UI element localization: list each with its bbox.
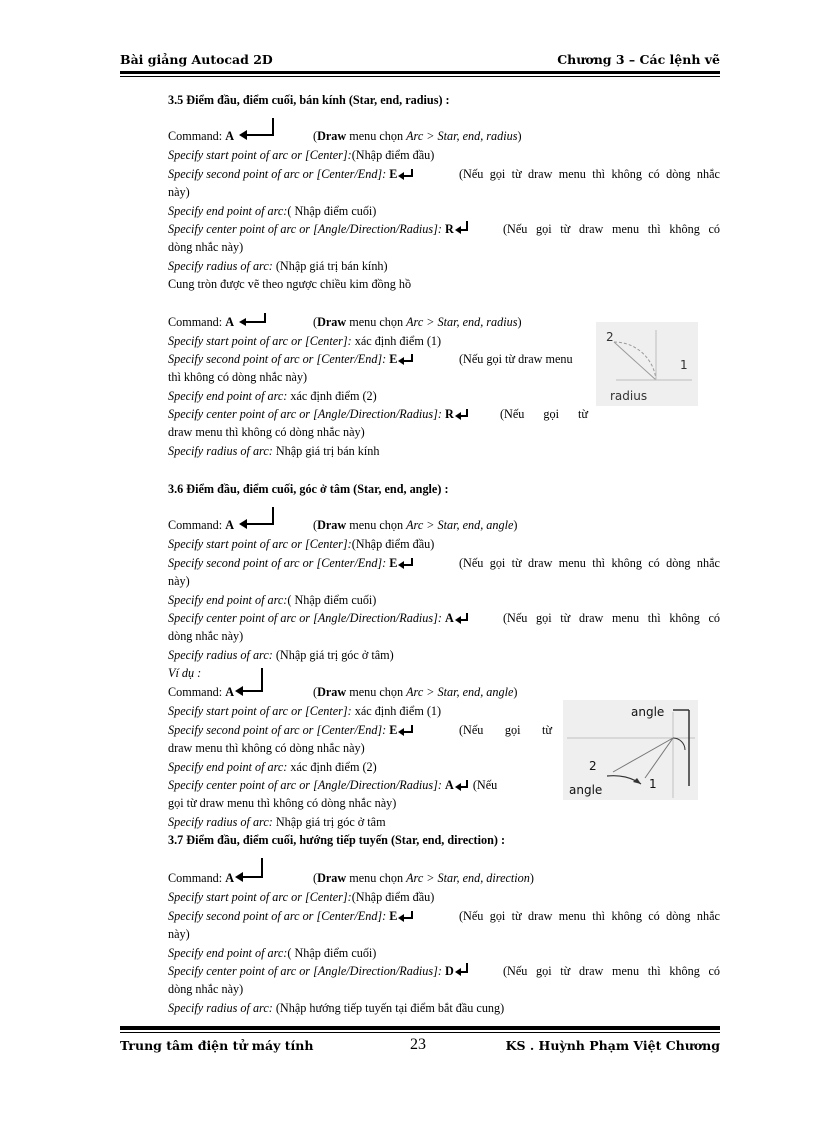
prompt-line: Specify center point of arc or [Angle/Direction/Radius]: R [168, 406, 470, 422]
prompt-note-cont: này) [168, 574, 190, 588]
point-2-label: 2 [589, 759, 597, 773]
prompt-note-cont: dòng nhắc này) [168, 240, 244, 254]
enter-key-icon [454, 963, 470, 977]
prompt-note-cont: gọi từ draw menu thì không có dòng nhắc này) [168, 796, 397, 810]
menu-hint: (Draw menu chọn Arc > Star, end, angle) [313, 518, 518, 532]
prompt-note-cont: này) [168, 927, 190, 941]
enter-key-icon [397, 169, 415, 181]
footer-rule [120, 1026, 720, 1030]
prompt-line: Specify start point of arc or [Center]:(Nhập điểm đầu) [168, 148, 435, 162]
footer-right: KS . Huỳnh Phạm Việt Chương [505, 1038, 720, 1053]
prompt-line: Specify second point of arc or [Center/End]: E [168, 166, 415, 182]
command-line: Command: A [168, 314, 269, 330]
prompt-line: Specify radius of arc: (Nhập giá trị bán kính) [168, 259, 388, 273]
section-title-3-5: 3.5 Điểm đầu, điểm cuối, bán kính (Star, end, radius) : [168, 93, 450, 107]
header-right: Chương 3 – Các lệnh vẽ [557, 52, 720, 67]
enter-key-icon [234, 858, 268, 884]
prompt-note: (Nếu gọi từ draw menu thì không có [503, 222, 720, 236]
enter-key-icon [454, 613, 470, 625]
enter-key-icon [237, 118, 277, 142]
enter-key-icon [397, 911, 415, 923]
menu-hint: (Draw menu chọn Arc > Star, end, radius) [313, 129, 522, 143]
enter-key-icon [397, 558, 415, 570]
section-title-3-7: 3.7 Điểm đầu, điểm cuối, hướng tiếp tuyến (Star, end, direction) : [168, 833, 506, 847]
prompt-line: Specify center point of arc or [Angle/Direction/Radius]: D [168, 963, 470, 979]
section-title-3-6: 3.6 Điểm đầu, điểm cuối, góc ở tâm (Star, end, angle) : [168, 482, 449, 496]
command-line: Command: A [168, 517, 277, 533]
radius-label: radius [610, 389, 648, 403]
prompt-line: Specify second point of arc or [Center/End]: E [168, 555, 415, 571]
prompt-note-cont: draw menu thì không có dòng nhắc này) [168, 741, 365, 755]
prompt-line: Specify second point of arc or [Center/End]: E [168, 908, 415, 924]
page-number: 23 [410, 1036, 426, 1053]
prompt-line: Specify start point of arc or [Center]:(Nhập điểm đầu) [168, 890, 435, 904]
body-text: Cung tròn được vẽ theo ngược chiều kim đồng hồ [168, 277, 412, 291]
footer-left: Trung tâm điện tử máy tính [120, 1038, 314, 1053]
enter-key-icon [237, 507, 277, 531]
page-footer [120, 1036, 720, 1056]
point-1-label: 1 [649, 777, 657, 791]
angle-label-top: angle [631, 705, 665, 719]
command-line: Command: A [168, 128, 277, 144]
prompt-note-cont: dòng nhắc này) [168, 982, 244, 996]
prompt-line: Specify radius of arc: (Nhập giá trị góc ở tâm) [168, 648, 394, 662]
angle-label-bottom: angle [569, 783, 603, 797]
prompt-note: (Nếu gọi từ [459, 723, 552, 737]
prompt-line: Specify second point of arc or [Center/End]: E [168, 351, 415, 367]
prompt-line: Specify radius of arc: Nhập giá trị góc ở tâm [168, 815, 386, 829]
prompt-line: Specify end point of arc: xác định điểm (2) [168, 760, 377, 774]
prompt-note-cont: draw menu thì không có dòng nhắc này) [168, 425, 365, 439]
prompt-line: Specify radius of arc: (Nhập hướng tiếp tuyến tại điểm bắt đầu cung) [168, 1001, 505, 1015]
prompt-line: Specify second point of arc or [Center/End]: E [168, 722, 415, 738]
prompt-line: Specify end point of arc:( Nhập điểm cuối) [168, 946, 377, 960]
prompt-line: Specify center point of arc or [Angle/Direction/Radius]: A [168, 610, 470, 626]
menu-hint: (Draw menu chọn Arc > Star, end, angle) [313, 685, 518, 699]
prompt-line: Specify end point of arc: xác định điểm (2) [168, 389, 377, 403]
command-line: Command: A [168, 870, 268, 886]
prompt-note: (Nếu gọi từ draw menu thì không có [503, 611, 720, 625]
arc-angle-figure [563, 700, 698, 800]
page-header [120, 52, 720, 70]
header-rule [120, 71, 720, 74]
prompt-line: Specify center point of arc or [Angle/Direction/Radius]: R [168, 221, 470, 237]
enter-key-icon [397, 725, 415, 737]
enter-key-icon [454, 780, 470, 792]
footer-rule-thin [120, 1032, 720, 1033]
enter-key-icon [237, 313, 269, 327]
menu-hint: (Draw menu chọn Arc > Star, end, direction) [313, 871, 534, 885]
prompt-note: (Nếu gọi từ draw menu thì không có dòng nhắc [459, 167, 720, 181]
prompt-line: Specify radius of arc: Nhập giá trị bán kính [168, 444, 380, 458]
prompt-note: (Nếu gọi từ draw menu thì không có dòng nhắc [459, 909, 720, 923]
enter-key-icon [397, 354, 415, 366]
header-left: Bài giảng Autocad 2D [120, 52, 273, 67]
menu-hint: (Draw menu chọn Arc > Star, end, radius) [313, 315, 522, 329]
prompt-note-cont: này) [168, 185, 190, 199]
prompt-line: Specify end point of arc:( Nhập điểm cuối) [168, 204, 377, 218]
point-2-label: 2 [606, 330, 614, 344]
prompt-note-cont: thì không có dòng nhắc này) [168, 370, 308, 384]
enter-key-icon [454, 409, 470, 421]
prompt-line: Specify start point of arc or [Center]:(Nhập điểm đầu) [168, 537, 435, 551]
arc-radius-figure [596, 322, 698, 406]
command-line: Command: A [168, 684, 268, 700]
prompt-note: (Nếu gọi từ draw menu [459, 352, 573, 366]
prompt-line: Specify start point of arc or [Center]: xác định điểm (1) [168, 334, 442, 348]
prompt-line: Specify start point of arc or [Center]: xác định điểm (1) [168, 704, 442, 718]
prompt-note: (Nếu gọi từ draw menu thì không có dòng nhắc [459, 556, 720, 570]
prompt-line: Specify end point of arc:( Nhập điểm cuối) [168, 593, 377, 607]
enter-key-icon [454, 221, 470, 235]
prompt-note-cont: dòng nhắc này) [168, 629, 244, 643]
prompt-line: Specify center point of arc or [Angle/Direction/Radius]: A (Nếu [168, 778, 498, 792]
example-label: Ví dụ : [168, 666, 202, 680]
point-1-label: 1 [680, 358, 688, 372]
enter-key-icon [234, 668, 268, 698]
prompt-note: (Nếu gọi từ [500, 407, 588, 421]
prompt-note: (Nếu gọi từ draw menu thì không có [503, 964, 720, 978]
header-rule-thin [120, 76, 720, 77]
